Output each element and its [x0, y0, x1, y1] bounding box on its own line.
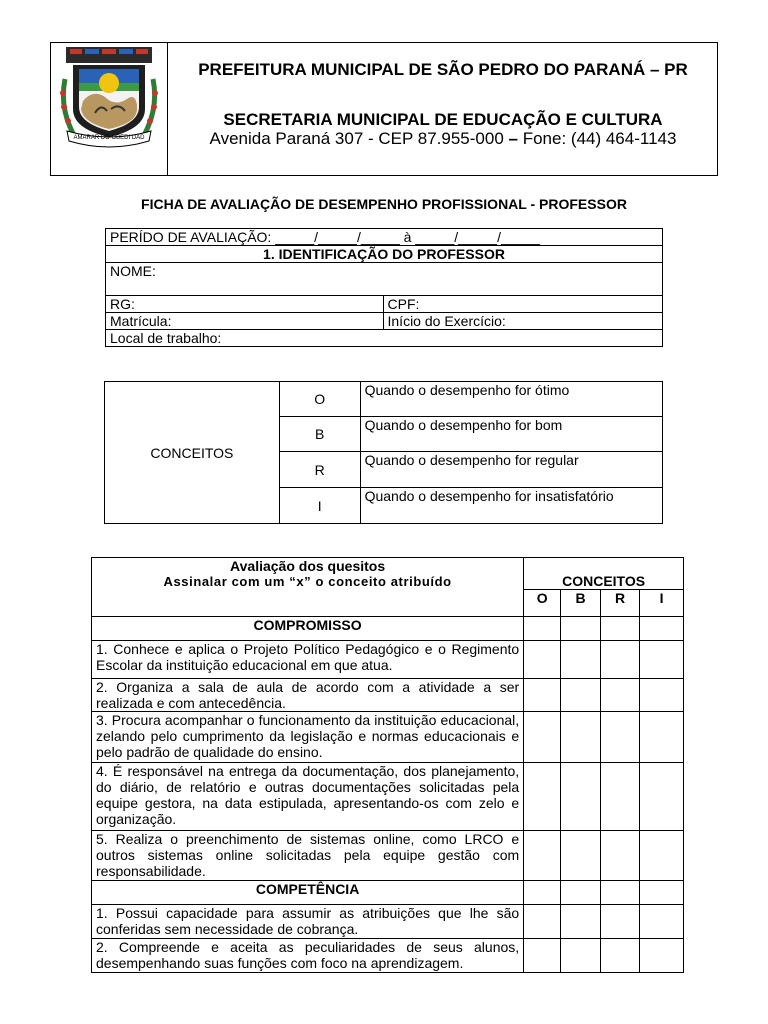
legend-code: O [279, 382, 360, 417]
blank-cell [561, 617, 601, 641]
checkbox-o[interactable] [524, 679, 561, 712]
checkbox-o[interactable] [524, 905, 561, 939]
legend-code: I [279, 488, 360, 524]
coat-of-arms-icon [51, 43, 167, 175]
rg-field[interactable]: RG: [106, 296, 384, 313]
phone-text: Fone: (44) 464-1143 [517, 129, 677, 148]
coat-of-arms-cell [51, 43, 168, 175]
letterhead [50, 42, 718, 176]
checkbox-o[interactable] [524, 763, 561, 831]
checkbox-b[interactable] [561, 939, 601, 973]
checkbox-r[interactable] [601, 905, 640, 939]
checkbox-i[interactable] [640, 905, 684, 939]
checkbox-b[interactable] [561, 712, 601, 763]
checkbox-i[interactable] [640, 831, 684, 881]
letterhead-text [169, 43, 717, 175]
checkbox-o[interactable] [524, 641, 561, 679]
checkbox-i[interactable] [640, 641, 684, 679]
criterion-text: 1. Conhece e aplica o Projeto Político Pedagógico e o Regimento Escolar da instituição educacional em que atua. [92, 641, 524, 679]
criterion-text: 4. É responsável na entrega da documentação, dos planejamento, do diário, de relatório e outras documentações solicitadas pela equipe gestora, na data estipulada, apresentando-os com zelo e organização. [92, 763, 524, 831]
municipality-name: PREFEITURA MUNICIPAL DE SÃO PEDRO DO PARANÁ – PR [198, 60, 688, 79]
checkbox-b[interactable] [561, 679, 601, 712]
col-header-i: I [640, 589, 684, 616]
legend-description: Quando o desempenho for bom [360, 417, 662, 452]
col-header-b: B [561, 589, 601, 616]
registration-field[interactable]: Matrícula: [106, 313, 384, 330]
checkbox-i[interactable] [640, 763, 684, 831]
legend-description: Quando o desempenho for regular [360, 452, 662, 488]
checkbox-o[interactable] [524, 712, 561, 763]
checkbox-r[interactable] [601, 679, 640, 712]
criterion-text: 2. Organiza a sala de aula de acordo com a atividade a ser realizada e com antecedência. [92, 679, 524, 712]
contact-separator: – [508, 129, 518, 148]
checkbox-b[interactable] [561, 641, 601, 679]
col-header-o: O [524, 589, 561, 616]
evaluation-period-field[interactable]: PERÍDO DE AVALIAÇÃO: _____/_____/_____ à _____/_____/_____ [106, 229, 663, 246]
checkbox-o[interactable] [524, 831, 561, 881]
checkbox-r[interactable] [601, 763, 640, 831]
concepts-legend-table [104, 381, 663, 524]
checkbox-i[interactable] [640, 679, 684, 712]
blank-cell [524, 881, 561, 905]
blank-cell [524, 617, 561, 641]
checkbox-r[interactable] [601, 831, 640, 881]
legend-code: B [279, 417, 360, 452]
checkbox-i[interactable] [640, 939, 684, 973]
identification-section-title: 1. IDENTIFICAÇÃO DO PROFESSOR [106, 246, 663, 263]
checkbox-b[interactable] [561, 763, 601, 831]
checkbox-r[interactable] [601, 641, 640, 679]
legend-description: Quando o desempenho for insatisfatório [360, 488, 662, 524]
coat-of-arms-motto: AMARAR DO OBEDI DAD [73, 135, 145, 141]
concepts-header: CONCEITOS [524, 558, 684, 590]
legend-code: R [279, 452, 360, 488]
evaluation-header [92, 558, 524, 617]
section-title-competence: COMPETÊNCIA [92, 881, 524, 905]
legend-description: Quando o desempenho for ótimo [360, 382, 662, 417]
checkbox-b[interactable] [561, 831, 601, 881]
blank-cell [601, 881, 640, 905]
blank-cell [640, 617, 684, 641]
blank-cell [561, 881, 601, 905]
checkbox-r[interactable] [601, 712, 640, 763]
name-field[interactable]: NOME: [106, 263, 663, 296]
checkbox-o[interactable] [524, 939, 561, 973]
checkbox-i[interactable] [640, 712, 684, 763]
col-header-r: R [601, 589, 640, 616]
contact-line [169, 129, 717, 149]
checkbox-b[interactable] [561, 905, 601, 939]
criterion-text: 5. Realiza o preenchimento de sistemas online, como LRCO e outros sistemas online solicitadas pela equipe gestão com responsabilidade. [92, 831, 524, 881]
legend-label: CONCEITOS [105, 382, 280, 524]
address-text: Avenida Paraná 307 - CEP 87.955-000 [209, 129, 509, 148]
start-date-field[interactable]: Início do Exercício: [383, 313, 663, 330]
form-title: FICHA DE AVALIAÇÃO DE DESEMPENHO PROFISSIONAL - PROFESSOR [141, 196, 627, 212]
checkbox-r[interactable] [601, 939, 640, 973]
identification-table [105, 228, 663, 347]
criterion-text: 1. Possui capacidade para assumir as atribuições que lhe são conferidas sem necessidade de cobrança. [92, 905, 524, 939]
evaluation-table [91, 557, 684, 973]
evaluation-header-instruction: Assinalar com um “x” o conceito atribuído [163, 574, 452, 589]
department-name: SECRETARIA MUNICIPAL DE EDUCAÇÃO E CULTURA [223, 110, 663, 129]
criterion-text: 3. Procura acompanhar o funcionamento da instituição educacional, zelando pelo cumprimento da legislação e normas educacionais e pelo padrão de qualidade do ensino. [92, 712, 524, 763]
blank-cell [640, 881, 684, 905]
evaluation-header-title: Avaliação dos quesitos [230, 558, 386, 574]
section-title-commitment: COMPROMISSO [92, 617, 524, 641]
cpf-field[interactable]: CPF: [383, 296, 663, 313]
workplace-field[interactable]: Local de trabalho: [106, 330, 663, 347]
blank-cell [601, 617, 640, 641]
criterion-text: 2. Compreende e aceita as peculiaridades de seus alunos, desempenhando suas funções com foco na aprendizagem. [92, 939, 524, 973]
